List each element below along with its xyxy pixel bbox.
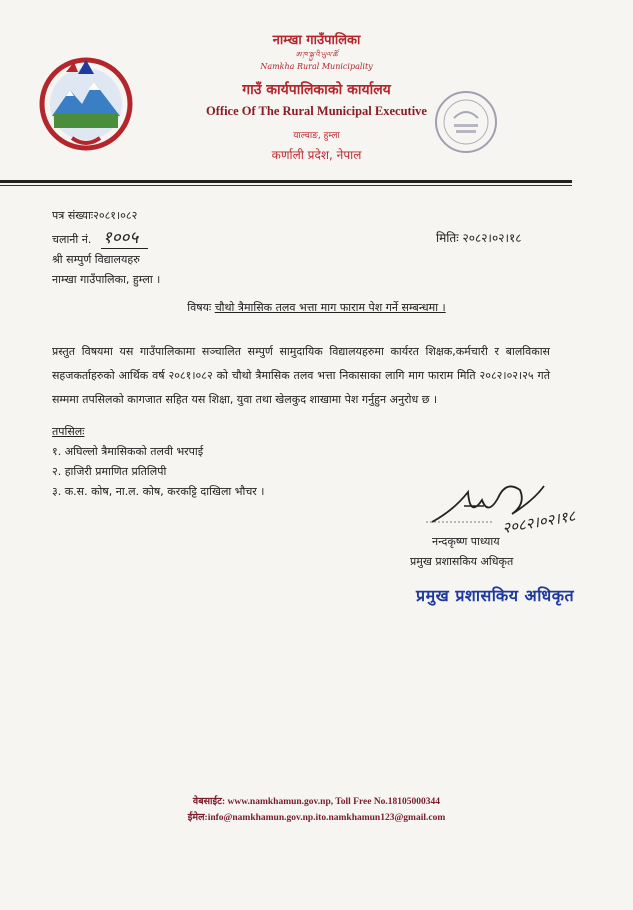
subject-label: विषयः [187, 301, 212, 314]
body-paragraph: प्रस्तुत विषयमा यस गाउँपालिकामा सञ्चालित सम्पुर्ण सामुदायिक विद्यालयहरुमा कार्यरत शिक्षक,कर्मचारी र बालविकास सहजकर्ताहरुको आर्थिक वर्ष २०८१।०८२ को चौथो त्रैमासिक तलव भत्ता निकासाका लागि माग फाराम मिति २०८२।०२।२५ गते सम्ममा तपसिलको कागजात सहित यस शिक्षा, युवा तथा खेलकुद शाखामा पेश गर्नुहुन अनुरोध छ । [52, 345, 550, 406]
details-heading: तपसिलः [52, 425, 85, 438]
details-item-2: २. हाजिरी प्रमाणित प्रतिलिपी [52, 465, 167, 478]
municipality-name-np: नाम्खा गाउँपालिका [272, 33, 361, 48]
signatory-name: नन्दकृष्ण पाध्याय [432, 535, 500, 548]
details-item-3: ३. क.स. कोष, ना.ल. कोष, करकट्टि दाखिला भौचर । [52, 485, 265, 498]
dispatch-number: १००५ [101, 228, 148, 249]
signatory-title: प्रमुख प्रशासकिय अधिकृत [410, 555, 514, 568]
recipient-line-1: श्री सम्पुर्ण विद्यालयहरु [52, 253, 140, 266]
office-seal-icon [432, 88, 500, 156]
header-divider-thin [0, 185, 572, 186]
office-name-np: गाउँ कार्यपालिकाको कार्यालय [242, 82, 391, 98]
office-name-en: Office Of The Rural Municipal Executive [206, 104, 427, 118]
designation-stamp: प्रमुख प्रशासकिय अधिकृत [416, 586, 575, 605]
footer-email: ईमेल:info@namkhamun.gov.np.ito.namkhamun123@gmail.com [187, 813, 446, 823]
handwritten-date: २०८२।०२।१८ [500, 506, 577, 538]
reference-number: पत्र संख्याः२०८१।०८२ [52, 209, 138, 222]
municipality-name-tibetan: ཨ་ཁ་སྐྱ་འི་ཡུལ་ཚོ [295, 51, 338, 59]
subject-line [0, 300, 633, 315]
header-divider [0, 180, 572, 183]
subject-text: चौथो त्रैमासिक तलव भत्ता माग फाराम पेश गर्ने सम्बन्धमा । [214, 301, 446, 314]
letter-date: मितिः २०८२।०२।१८ [436, 231, 522, 245]
province-line: कर्णाली प्रदेश, नेपाल [271, 148, 362, 162]
dispatch-label: चलानी नं. [52, 233, 92, 246]
municipality-name-en: Namkha Rural Municipality [260, 62, 373, 71]
recipient-line-2: नाम्खा गाउँपालिका, हुम्ला । [52, 273, 161, 286]
footer-website: वेबसाईट: www.namkhamun.gov.np, Toll Free No.18105000344 [192, 797, 441, 807]
office-location: याल्वाङ, हुम्ला [293, 131, 340, 141]
dispatch-number-row [52, 228, 148, 250]
details-item-1: १. अघिल्लो त्रैमासिकको तलवी भरपाई [52, 445, 204, 458]
